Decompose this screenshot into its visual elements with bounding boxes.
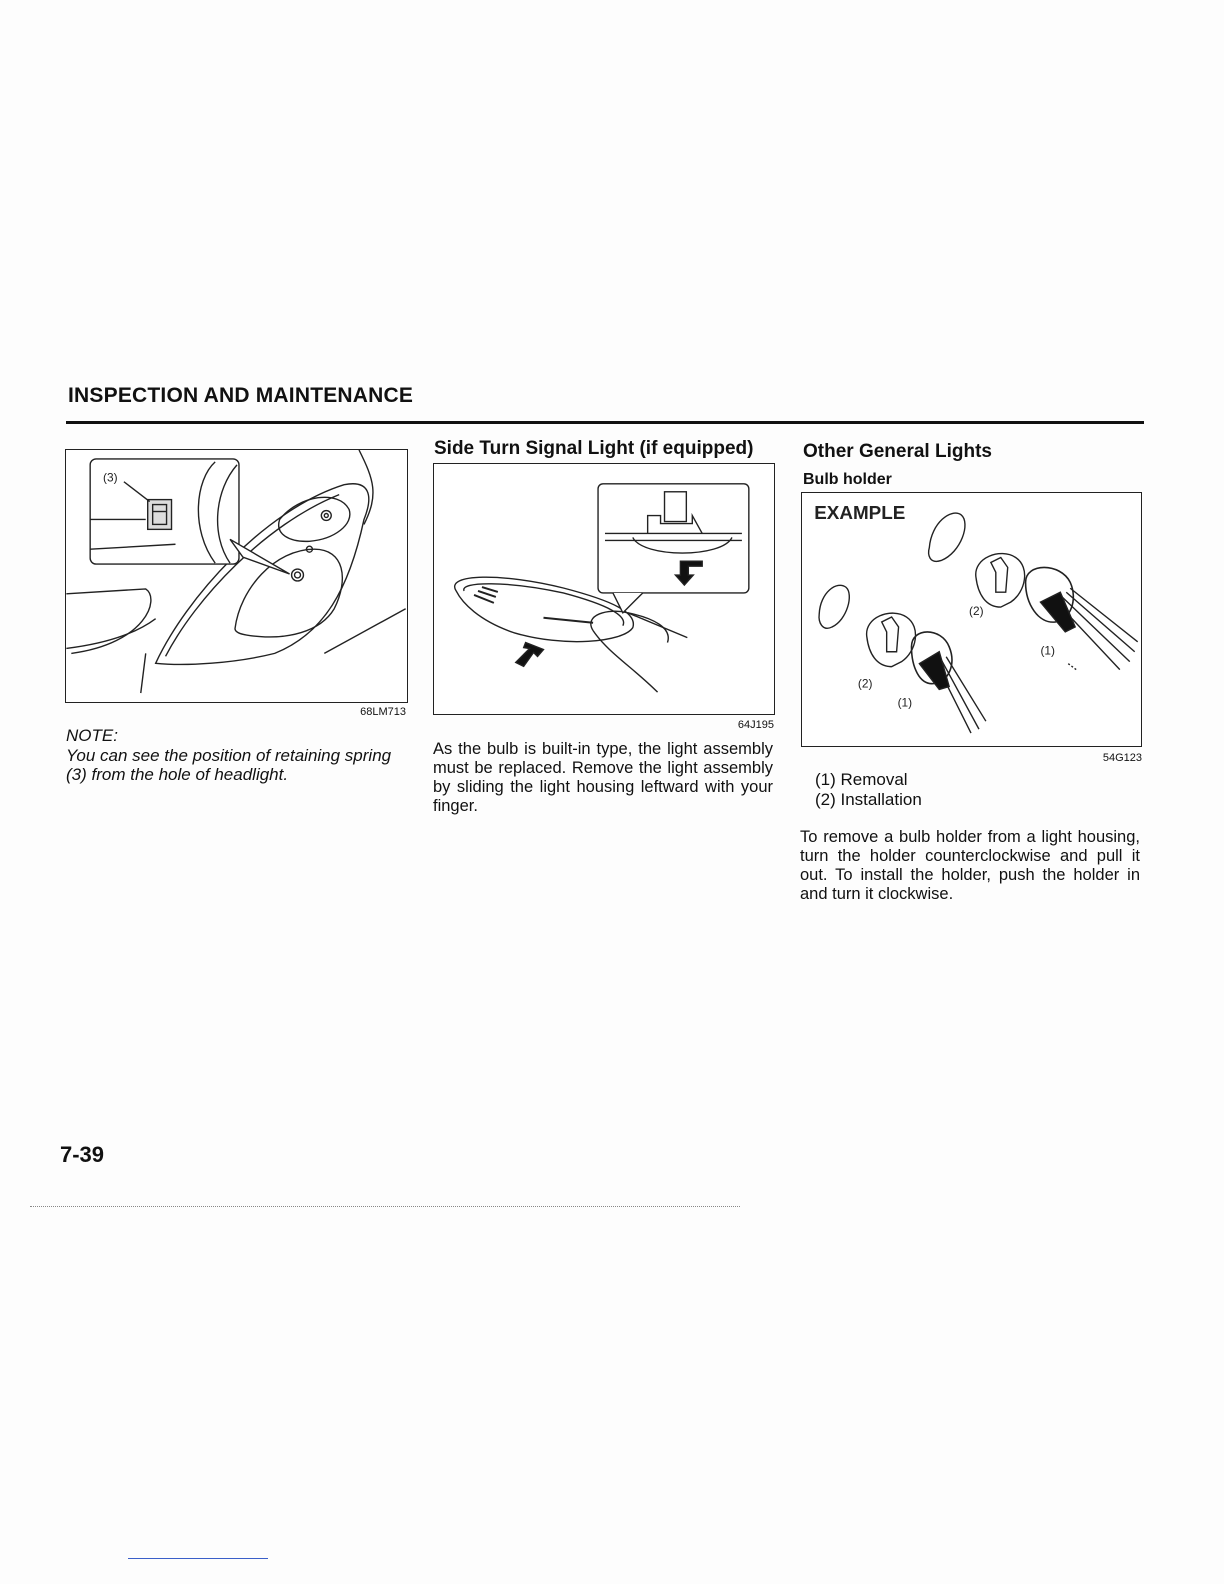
bulb-holder-subtitle: Bulb holder <box>803 471 892 488</box>
figure-code: 54G123 <box>1102 752 1142 764</box>
headlight-figure <box>65 449 408 703</box>
callout-2-lower: (2) <box>857 676 873 691</box>
other-general-lights-title: Other General Lights <box>803 441 992 462</box>
note-text: You can see the position of retaining spring (3) from the hole of headlight. <box>66 746 392 784</box>
header-divider <box>66 421 1144 424</box>
legend-item-installation: (2) Installation <box>815 790 922 809</box>
bottom-rule <box>128 1558 268 1559</box>
side-turn-signal-figure <box>433 463 775 715</box>
footer-divider <box>30 1206 740 1207</box>
callout-3: (3) <box>103 470 118 485</box>
legend-item-removal: (1) Removal <box>815 770 908 789</box>
callout-2-upper: (2) <box>969 604 984 619</box>
bulb-holder-figure <box>801 492 1142 747</box>
side-turn-signal-title: Side Turn Signal Light (if equipped) <box>434 438 754 459</box>
bulb-holder-body: To remove a bulb holder from a light housing, turn the holder counterclockwise and pull it out. To install the holder, push the holder in and turn it clockwise. <box>800 828 1140 903</box>
figure-code: 68LM713 <box>360 706 406 718</box>
callout-1-upper: (1) <box>1040 643 1056 658</box>
bulb-holder-illustration <box>802 493 1141 746</box>
figure-code: 64J195 <box>737 719 774 731</box>
page-number: 7-39 <box>60 1142 105 1167</box>
example-label: EXAMPLE <box>814 501 906 523</box>
section-title: INSPECTION AND MAINTENANCE <box>68 384 414 407</box>
side-turn-signal-illustration <box>434 464 774 714</box>
headlight-illustration <box>66 450 407 702</box>
side-turn-signal-body: As the bulb is built-in type, the light assembly must be replaced. Remove the light assembly by sliding the light housing leftward with your finger. <box>433 740 773 815</box>
callout-1-lower: (1) <box>897 695 913 710</box>
note-label: NOTE: <box>66 726 118 745</box>
